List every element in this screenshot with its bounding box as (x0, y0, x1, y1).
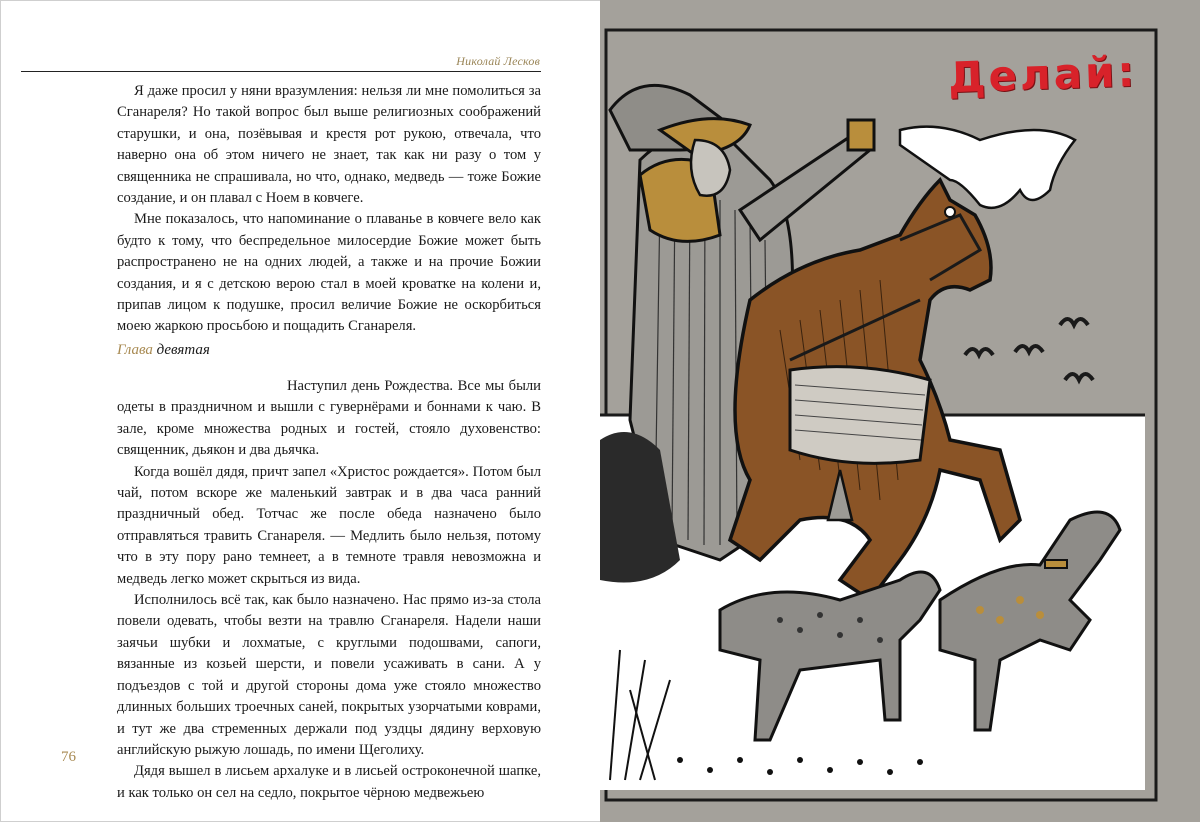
body-text-chapter (117, 376, 541, 804)
running-head-author: Николай Лесков (456, 54, 540, 68)
fur-cuff (848, 120, 874, 150)
horse-eye (945, 207, 955, 217)
page-number: 76 (61, 749, 76, 765)
paragraph: Исполнилось всё так, как было назначено. Нас прямо из-за стола повели одевать, чтобы везти на травлю Сганареля. Надели наши заячьи шубки и лохматые, с круглыми подошвами, сапоги, вязанные из козьей шерсти, и повели усаживать в сани. А у подъездов с той и другой стороны дома уже стояло множество длинных больших троечных саней, покрытых узорчатыми коврами, и тут же два стременных держали под уздцы дядину верховую английскую рыжую лошадь, по имени Щеголиху. (117, 592, 541, 758)
header-rule (21, 71, 541, 72)
chapter-label: Глава (117, 342, 153, 358)
paragraph: Дядя вышел в лисьем архалуке и в лисьей остроконечной шапке, и как только он сел на седло, покрытое чёрною медвежьею (117, 763, 541, 801)
paragraph: Мне показалось, что напоминание о плаванье в ковчеге вело как будто к тому, что беспредельное милосердие Божие может быть распространено не на одних людей, а также и на прочие Божии создания, и я с детскою верою стал в моей кроватке на колени и, припав лицом к подушке, просил величие Божие не оскорбиться моею жаркою просьбою и пощадить Сганареля. (117, 211, 541, 335)
illustration-caption: Делай: (947, 46, 1139, 103)
body-text-top (117, 81, 541, 338)
illustration-page (600, 0, 1200, 822)
paragraph: Когда вошёл дядя, причт запел «Христос рождается». Потом был чай, потом вскоре же маленький завтрак и в два часа ранний праздничный обед. Тотчас же после обеда назначено было отправляться травить Сганареля. — Медлить было нельзя, потому что в эту пору рано темнеет, а в темноте травля невозможна и медведь легко может скрыться из вида. (117, 463, 541, 587)
chapter-heading (117, 342, 210, 359)
paragraph: Я даже просил у няни вразумления: нельзя ли мне помолиться за Сганареля? Но такой вопрос был выше религиозных соображений старушки, и она, позёвывая и крестя рот рукою, отвечала, что наверно она об этом ничего не знает, так как ни разу о том у священника не спрашивала, но что, однако, медведь — тоже Божие создание, и он плавал с Ноем в ковчеге. (117, 83, 541, 207)
saddle-cloth (790, 367, 930, 464)
woodcut-illustration (600, 0, 1200, 822)
dog-collar (1045, 560, 1067, 568)
chapter-number: девятая (156, 342, 210, 358)
paragraph: Наступил день Рождества. Все мы были одеты в праздничном и вышли с гувернёрами и боннами к чаю. В зале, кроме множества родных и гостей, стояло духовенство: священник, дьякон и два дьячка. (117, 378, 541, 459)
